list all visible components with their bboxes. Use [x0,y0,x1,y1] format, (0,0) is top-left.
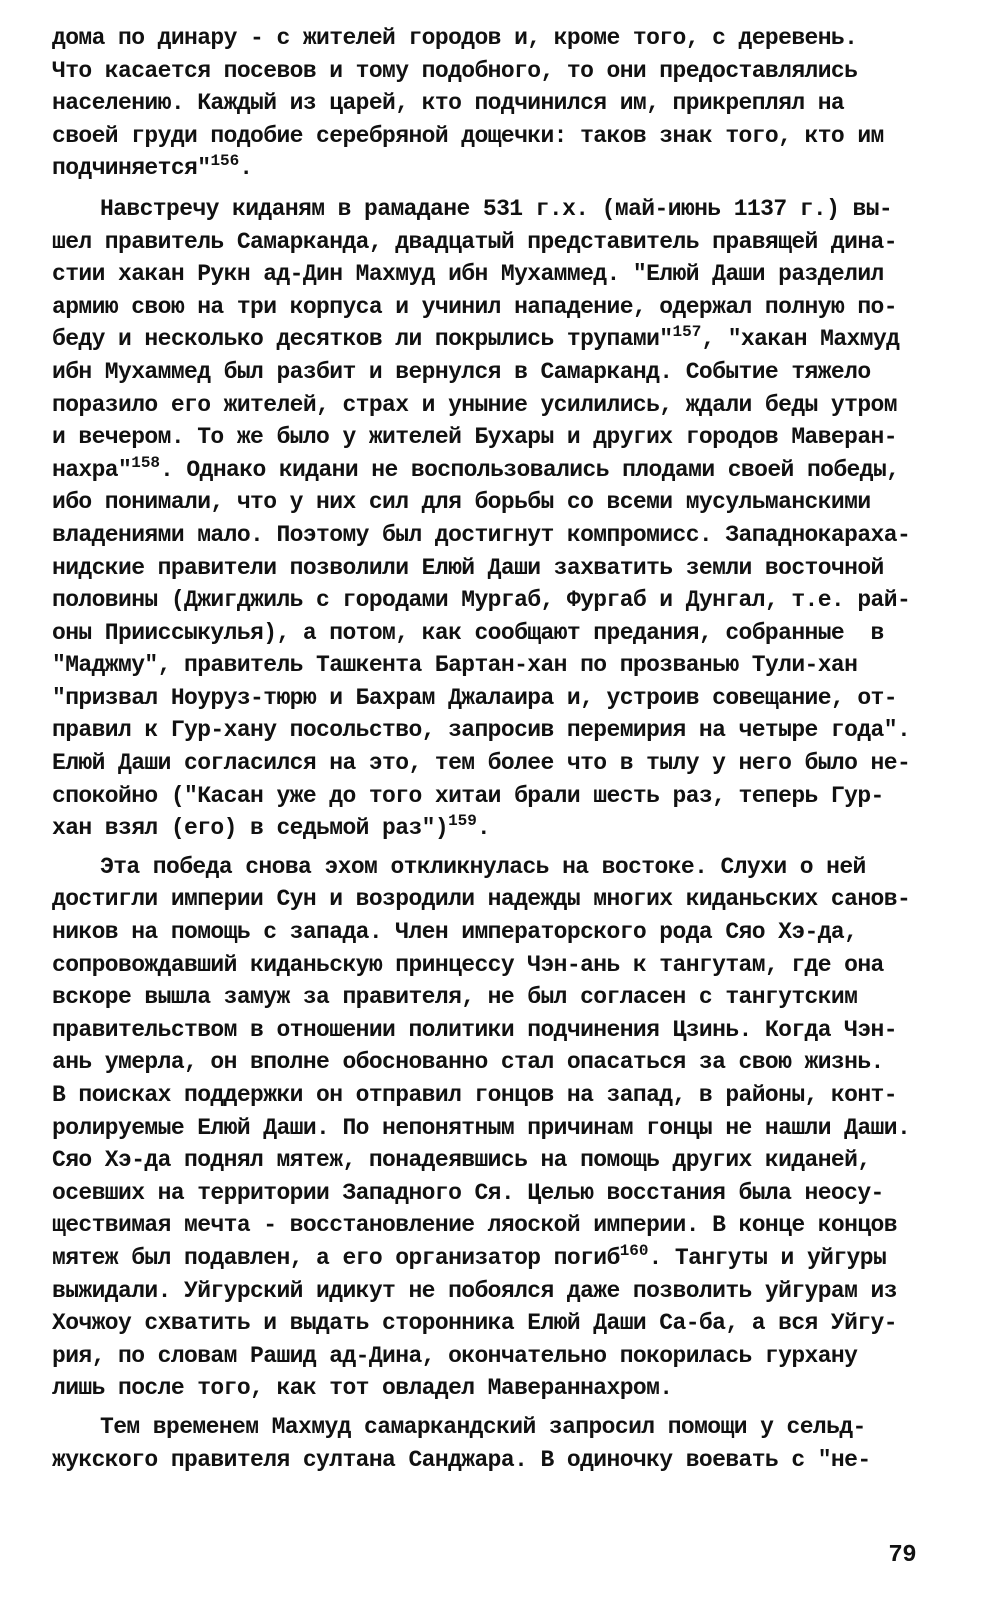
text-line [52,1444,938,1477]
text-line [52,22,938,55]
text-segment: правил к Гур-хану посольство, запросив перемирия на четыре года". [52,717,911,744]
text-segment: Навстречу киданям в рамадане 531 г.х. (май-июнь 1137 г.) вы- [100,195,893,222]
text-line [52,981,938,1014]
text-line [52,1112,938,1145]
text-segment: Сяо Хэ-да поднял мятеж, понадеявшись на помощь других киданей, [52,1147,871,1174]
text-line [52,519,938,552]
text-line [52,584,938,617]
text-segment: . Тангуты и уйгуры [648,1244,887,1271]
text-line [52,1340,938,1373]
text-line [52,1242,938,1275]
text-line [52,617,938,650]
paragraph [52,193,938,845]
text-segment: мятеж был подавлен, а его организатор погиб [52,1244,620,1271]
text-segment: стии хакан Рукн ад-Дин Махмуд ибн Мухаммед. "Елюй Даши разделил [52,261,884,288]
text-line [52,486,938,519]
text-segment: своей груди подобие серебряной дощечки: таков знак того, кто им [52,122,884,149]
text-line [52,1411,938,1444]
text-segment: "призвал Ноуруз-тюрю и Бахрам Джалаира и, устроив совещание, от- [52,684,897,711]
text-segment: подчиняется" [52,155,211,182]
text-line [52,883,938,916]
text-line [52,714,938,747]
text-segment: "Маджму", правитель Ташкента Бартан-хан по прозванью Тули-хан [52,652,858,679]
text-line [52,389,938,422]
text-segment: ролируемые Елюй Даши. По непонятным причинам гонцы не нашли Даши. [52,1114,911,1141]
text-line [52,1372,938,1405]
text-line [52,1275,938,1308]
text-segment: . [239,155,253,182]
text-segment: . Однако кидани не воспользовались плодами своей победы, [160,456,900,483]
text-line [52,1014,938,1047]
text-segment: ществимая мечта - восстановление ляоской империи. В конце концов [52,1212,897,1239]
text-line [52,323,938,356]
text-segment: Что касается посевов и тому подобного, то они предоставлялись [52,57,858,84]
text-line [52,851,938,884]
text-segment: спокойно ("Касан уже до того хитаи брали шесть раз, теперь Гур- [52,782,884,809]
footnote-ref: 158 [131,453,161,472]
text-segment: хан взял (его) в седьмой раз") [52,815,449,842]
text-segment: вскоре вышла замуж за правителя, не был согласен с тангутским [52,984,858,1011]
text-line [52,1046,938,1079]
text-segment: шел правитель Самарканда, двадцатый представитель правящей дина- [52,228,897,255]
text-segment: ибо понимали, что у них сил для борьбы со всеми мусульманскими [52,489,871,516]
text-line [52,291,938,324]
text-line [52,916,938,949]
text-line [52,552,938,585]
text-segment: населению. Каждый из царей, кто подчинился им, прикреплял на [52,90,845,117]
text-segment: , "хакан Махмуд [701,326,900,353]
text-line [52,258,938,291]
text-segment: рия, по словам Рашид ад-Дина, окончательно покорилась гурхану [52,1342,858,1369]
text-line [52,55,938,88]
footnote-ref: 160 [619,1241,649,1260]
text-line [52,356,938,389]
footnote-ref: 156 [210,152,240,171]
text-segment: В поисках поддержки он отправил гонцов на запад, в районы, конт- [52,1082,897,1108]
paragraph [52,22,938,185]
text-segment: дома по динару - с жителей городов и, кроме того, с деревень. [52,25,858,51]
text-segment: поразило его жителей, страх и уныние усилились, ждали беды утром [52,391,897,418]
page-number: 79 [888,1542,916,1569]
text-line [52,1079,938,1112]
text-line [52,226,938,259]
text-line [52,193,938,226]
text-line [52,780,938,813]
text-line [52,152,938,185]
footnote-ref: 157 [672,323,702,342]
text-segment: . [476,815,491,842]
text-line [52,421,938,454]
text-segment: ибн Мухаммед был разбит и вернулся в Самарканд. Событие тяжело [52,358,871,385]
text-line [52,120,938,153]
text-line [52,1177,938,1210]
text-line [52,1144,938,1177]
text-line [52,649,938,682]
text-segment: Елюй Даши согласился на это, тем более что в тылу у него было не- [52,750,911,777]
text-segment: Эта победа снова эхом откликнулась на востоке. Слухи о ней [100,853,866,880]
text-segment: выжидали. Уйгурский идикут не побоялся даже позволить уйгурам из [52,1277,897,1304]
text-segment: Тем временем Махмуд самаркандский запросил помощи у сельд- [100,1413,866,1440]
text-segment: ников на помощь с запада. Член императорского рода Сяо Хэ-да, [52,919,858,946]
text-line [52,1209,938,1242]
text-segment: Хочжоу схватить и выдать сторонника Елюй Даши Са-ба, а вся Уйгу- [52,1310,897,1337]
text-line [52,747,938,780]
text-segment: армию свою на три корпуса и учинил нападение, одержал полную по- [52,293,897,320]
text-line [52,682,938,715]
text-segment: достигли империи Сун и возродили надежды многих киданьских санов- [52,886,911,913]
text-segment: половины (Джигджиль с городами Мургаб, Фургаб и Дунгал, т.е. рай- [52,587,911,614]
text-segment: беду и несколько десятков ли покрылись трупами" [52,326,673,353]
text-segment: сопровождавший киданьскую принцессу Чэн-ань к тангутам, где она [52,951,884,978]
text-segment: лишь после того, как тот овладел Мавераннахром. [52,1375,673,1402]
text-body [52,22,938,1476]
text-segment: владениями мало. Поэтому был достигнут компромисс. Западнокараха- [52,521,911,548]
text-segment: и вечером. То же было у жителей Бухары и других городов Мaверан- [52,424,897,451]
paragraph [52,1411,938,1476]
text-line [52,454,938,487]
text-segment: ань умерла, он вполне обоснованно стал опасаться за свою жизнь. [52,1049,884,1076]
text-segment: нахра" [52,456,132,483]
text-line [52,812,938,845]
text-segment: жукского правителя султана Санджара. В одиночку воевать с "не- [52,1446,871,1473]
text-line [52,87,938,120]
text-segment: правительством в отношении политики подчинения Цзинь. Когда Чэн- [52,1016,897,1043]
text-line [52,1307,938,1340]
footnote-ref: 159 [448,812,477,831]
text-segment: оны Прииссыкулья), а потом, как сообщают предания, собранные в [52,619,884,646]
text-segment: нидские правители позволили Елюй Даши захватить земли восточной [52,554,884,581]
text-line [52,949,938,982]
text-segment: осевших на территории Западного Ся. Целью восстания была неосу- [52,1179,884,1206]
paragraph [52,851,938,1405]
